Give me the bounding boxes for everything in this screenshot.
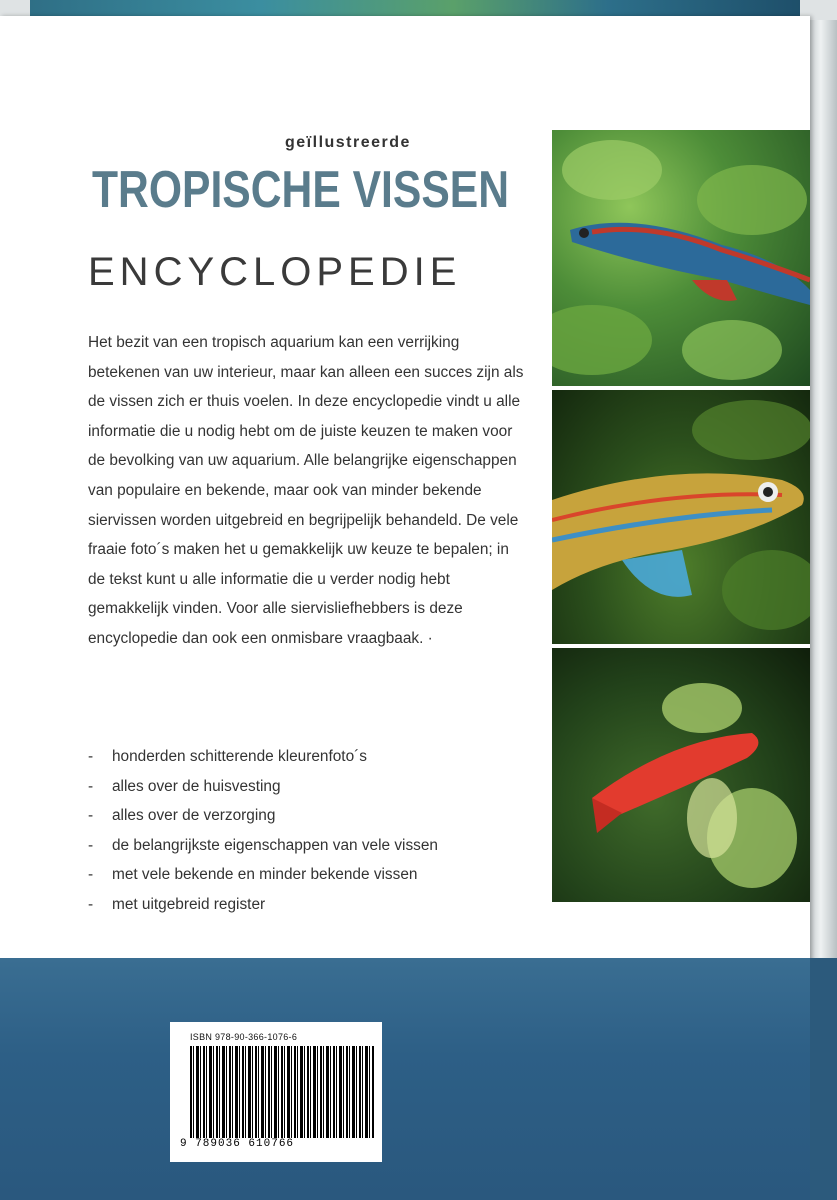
fish-photo-top [552,130,810,386]
spine-blue-band [810,958,837,1200]
list-item: - honderden schitterende kleurenfoto´s [88,748,367,765]
isbn-text: ISBN 978-90-366-1076-6 [190,1032,298,1042]
blue-footer-band [0,958,810,1200]
cover-title: TROPISCHE VISSEN [92,161,510,219]
cover-title-secondary: ENCYCLOPEDIE [88,250,462,294]
list-item: - met uitgebreid register [88,895,266,913]
description-paragraph: Het bezit van een tropisch aquarium kan een verrijking betekenen van uw interieur, maar kan alleen een succes zijn als de vissen zich er thuis voelen. In deze encyclopedie vindt u alle informatie die u nodig hebt om de juiste keuzen te maken voor de bevolking van uw aquarium. Alle belangrijke eigenschappen van populaire en bekende, maar ook van minder bekende siervissen worden uitgebreid en begrijpelijk behandeld. De vele fraaie foto´s maken het u gemakkelijk uw keuze te bepalen; in de tekst kunt u alle informatie die u verder nodig hebt gemakkelijk vinden. Voor alle siervisliefhebbers is deze encyclopedie dan ook een onmisbare vraagbaak. · [88,334,524,647]
fish-photo-middle [552,390,810,644]
list-item: - alles over de verzorging [88,807,276,825]
list-item: - met vele bekende en minder bekende vissen [88,866,418,884]
barcode-icon [190,1046,374,1138]
list-item: - de belangrijkste eigenschappen van vele vissen [88,836,438,854]
list-item: - alles over de huisvesting [88,777,281,795]
fish-photo-bottom [552,648,810,902]
cover-subtitle: geïllustreerde [285,134,411,151]
feature-list [88,742,528,920]
barcode-number: 9 789036 610766 [180,1138,295,1150]
